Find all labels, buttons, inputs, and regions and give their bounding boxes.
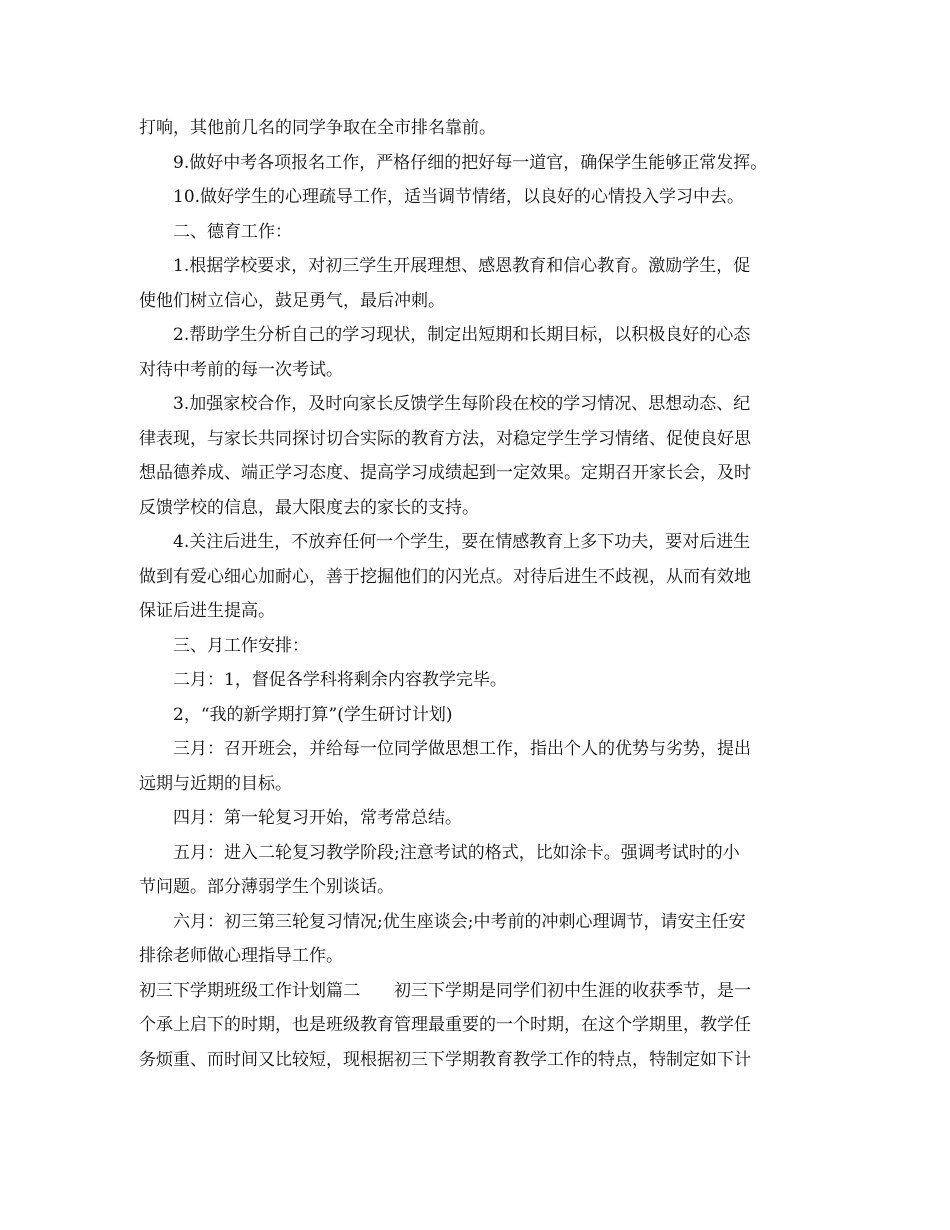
text-line: 做到有爱心细心加耐心，善于挖掘他们的闪光点。对待后进生不歧视，从而有效地 <box>139 566 751 587</box>
text-line: 六月：初三第三轮复习情况;优生座谈会;中考前的冲刺心理调节，请安主任安 <box>173 911 746 932</box>
text-line: 3.加强家校合作，及时向家长反馈学生每阶段在校的学习情况、思想动态、纪 <box>173 394 751 414</box>
text-line: 节问题。部分薄弱学生个别谈话。 <box>139 877 394 897</box>
document-body <box>139 111 815 1077</box>
text-line: 四月：第一轮复习开始，常考常总结。 <box>173 808 462 828</box>
section-heading: 三、月工作安排： <box>173 635 309 656</box>
text-line: 使他们树立信心，鼓足勇气，最后冲刺。 <box>139 290 445 311</box>
text-line: 个承上启下的时期，也是班级教育管理最重要的一个时期，在这个学期里，教学任 <box>139 1015 751 1035</box>
text-line: 2.帮助学生分析自己的学习现状，制定出短期和长期目标，以积极良好的心态 <box>173 325 751 345</box>
text-line: 排徐老师做心理指导工作。 <box>139 946 343 966</box>
text-line: 三月：召开班会，并给每一位同学做思想工作，指出个人的优势与劣势，提出 <box>173 739 751 759</box>
text-line: 初三下学期班级工作计划篇二 初三下学期是同学们初中生涯的收获季节，是一 <box>139 980 751 1001</box>
text-line: 9.做好中考各项报名工作，严格仔细的把好每一道官，确保学生能够正常发挥。 <box>173 152 768 173</box>
text-line: 打响，其他前几名的同学争取在全市排名靠前。 <box>139 118 496 138</box>
text-line: 务烦重、而时间又比较短，现根据初三下学期教育教学工作的特点，特制定如下计 <box>139 1049 751 1070</box>
text-line: 保证后进生提高。 <box>139 601 275 621</box>
text-line: 想品德养成、端正学习态度、提高学习成绩起到一定效果。定期召开家长会，及时 <box>139 463 751 483</box>
text-line: 对待中考前的每一次考试。 <box>139 359 343 380</box>
text-line: 2，“我的新学期打算”(学生研讨计划) <box>173 704 453 725</box>
text-line: 4.关注后进生，不放弃任何一个学生，要在情感教育上多下功夫，要对后进生 <box>173 532 751 552</box>
text-line: 五月：进入二轮复习教学阶段;注意考试的格式，比如涂卡。强调考试时的小 <box>173 842 740 863</box>
text-line: 二月：1，督促各学科将剩余内容教学完毕。 <box>173 670 507 690</box>
section-heading: 二、德育工作： <box>173 221 292 242</box>
text-line: 律表现，与家长共同探讨切合实际的教育方法，对稳定学生学习情绪、促使良好思 <box>139 428 751 449</box>
text-line: 远期与近期的目标。 <box>139 773 292 794</box>
text-line: 1.根据学校要求，对初三学生开展理想、感恩教育和信心教育。激励学生，促 <box>173 256 751 276</box>
text-line: 10.做好学生的心理疏导工作，适当调节情绪，以良好的心情投入学习中去。 <box>173 187 745 207</box>
text-line: 反馈学校的信息，最大限度去的家长的支持。 <box>139 497 479 518</box>
